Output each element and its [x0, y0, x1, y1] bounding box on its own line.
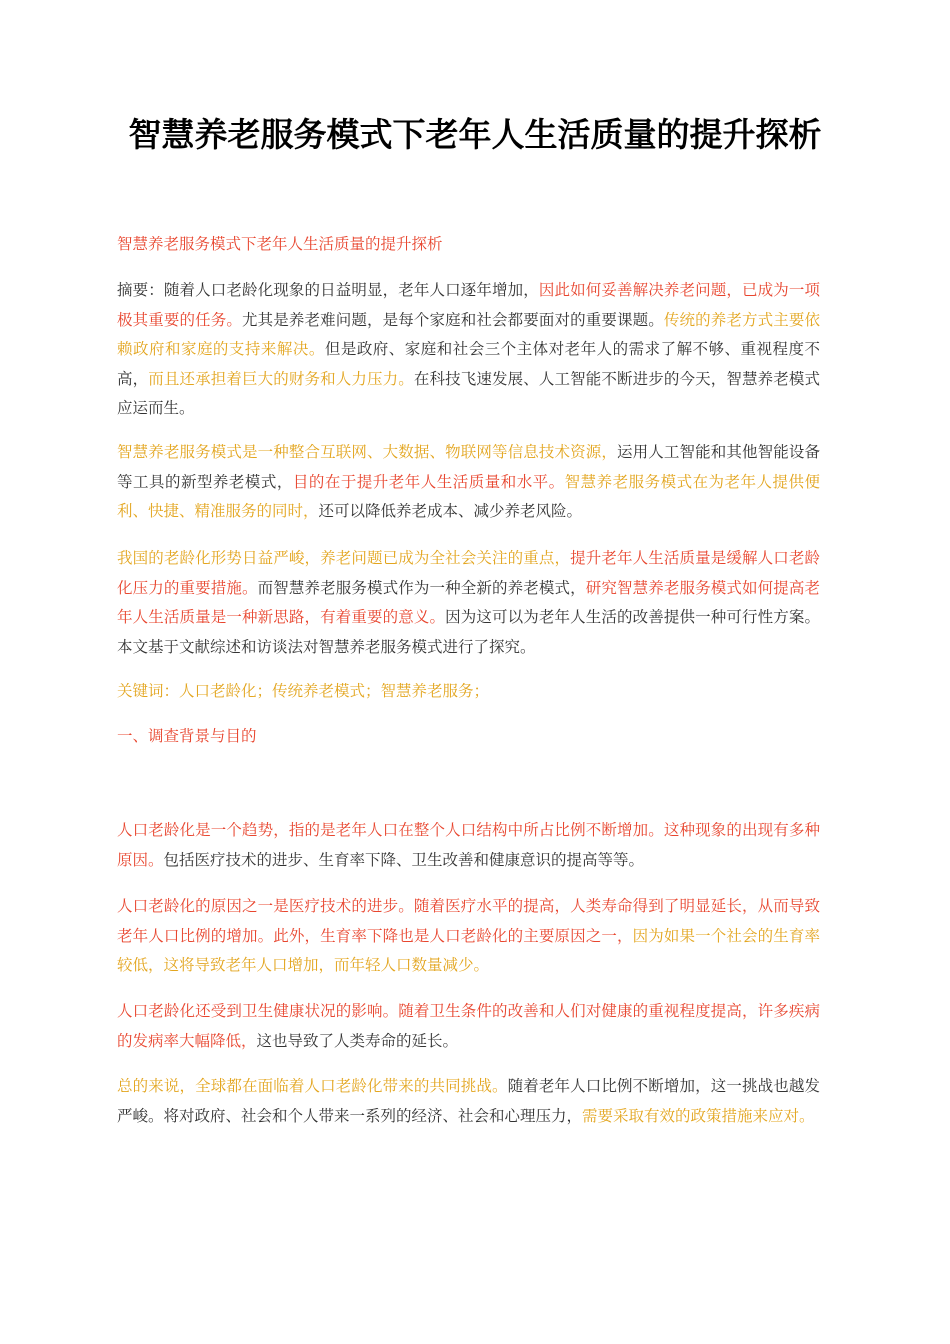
paragraph-health-factors [117, 997, 820, 1056]
document-subtitle: 智慧养老服务模式下老年人生活质量的提升探析 [117, 235, 443, 253]
section-heading-background [117, 722, 820, 752]
text-segment: 而智慧养老服务模式作为一种全新的养老模式， [257, 578, 586, 597]
text-segment: 这也导致了人类寿命的延长。 [256, 1031, 459, 1050]
text-segment: 但是政府、家庭和社会三个主体对老年人的需求了解不够、重视程度不高， [117, 340, 820, 388]
text-segment: 在科技飞速发展、人工智能不断进步的今天，智慧养老模式应运而生。 [117, 369, 820, 418]
text-segment: 还可以降低养老成本、减少养老风险。 [318, 502, 583, 521]
text-segment: 随着老年人口比例不断增加，这一挑战也越发严峻。将对政府、社会和个人带来一系列的经济、社会和心理压力， [117, 1077, 820, 1125]
text-segment: 因此如何妥善解决养老问题，已成为一项极其重要的任务。 [117, 281, 820, 329]
text-segment: 人口老龄化是一个趋势，指的是老年人口在整个人口结构中所占比例不断增加。这种现象的出现有多种原因。 [117, 821, 820, 869]
document-title: 智慧养老服务模式下老年人生活质量的提升探析 [128, 115, 822, 154]
text-segment: 关键词：人口老龄化；传统养老模式；智慧养老服务； [117, 682, 490, 700]
text-segment: 提升老年人生活质量是缓解人口老龄化压力的重要措施。 [117, 549, 820, 597]
text-segment: 目的在于提升老年人生活质量和水平。 [292, 472, 565, 491]
text-segment: 而且还承担着巨大的财务和人力压力。 [148, 369, 414, 388]
text-segment: 智慧养老服务模式是一种整合互联网、大数据、物联网等信息技术资源， [117, 443, 617, 461]
paragraph-keywords [117, 677, 820, 707]
text-segment: 总的来说，全球都在面临着人口老龄化带来的共同挑战。 [117, 1077, 508, 1095]
text-segment: 传统的养老方式主要依赖政府和家庭的支持来解决。 [117, 310, 820, 359]
paragraph-conclusion [117, 1072, 820, 1131]
paragraph-aging-trend [117, 816, 820, 875]
paragraph-aging-causes [117, 892, 820, 981]
text-segment: 摘要：随着人口老龄化现象的日益明显，老年人口逐年增加， [117, 281, 539, 299]
text-segment: 因为如果一个社会的生育率较低，这将导致老年人口增加，而年轻人口数量减少。 [117, 926, 820, 975]
text-segment: 一、调查背景与目的 [117, 727, 257, 745]
text-segment: 尤其是养老难问题，是每个家庭和社会都要面对的重要课题。 [242, 310, 664, 329]
text-segment: 因为这可以为老年人生活的改善提供一种可行性方案。本文基于文献综述和访谈法对智慧养老服务模式进行了探究。 [117, 608, 820, 656]
text-segment: 包括医疗技术的进步、生育率下降、卫生改善和健康意识的提高等等。 [163, 850, 645, 869]
text-segment: 需要采取有效的政策措施来应对。 [582, 1106, 815, 1125]
paragraph-abstract [117, 276, 820, 424]
paragraph-significance [117, 544, 820, 662]
text-segment: 我国的老龄化形势日益严峻，养老问题已成为全社会关注的重点， [117, 549, 571, 567]
paragraph-definition [117, 438, 820, 527]
text-segment: 人口老龄化的原因之一是医疗技术的进步。随着医疗水平的提高，人类寿命得到了明显延长，从而导致老年人口比例的增加。此外，生育率下降也是人口老龄化的主要原因之一， [117, 897, 820, 945]
text-segment: 研究智慧养老服务模式如何提高老年人生活质量是一种新思路，有着重要的意义。 [117, 578, 820, 627]
text-segment: 智慧养老服务模式在为老年人提供便利、快捷、精准服务的同时， [117, 472, 820, 521]
text-segment: 运用人工智能和其他智能设备等工具的新型养老模式， [117, 443, 820, 491]
text-segment: 人口老龄化还受到卫生健康状况的影响。随着卫生条件的改善和人们对健康的重视程度提高，许多疾病的发病率大幅降低， [117, 1002, 820, 1050]
